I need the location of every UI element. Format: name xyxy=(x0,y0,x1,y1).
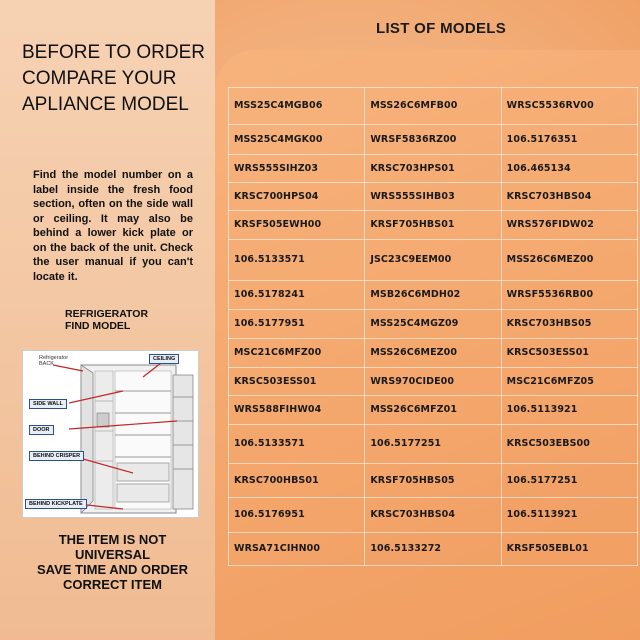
model-cell: 106.5113921 xyxy=(501,498,637,533)
table-row xyxy=(229,211,638,240)
model-cell: KRSC703HBS04 xyxy=(501,183,637,211)
model-cell: WRSF5836RZ00 xyxy=(365,125,501,155)
model-cell: KRSC703HPS01 xyxy=(365,155,501,183)
model-cell: KRSC703HBS05 xyxy=(501,310,637,339)
model-cell: MSS25C4MGB06 xyxy=(229,88,365,125)
model-cell: MSS25C4MGK00 xyxy=(229,125,365,155)
model-cell: KRSC700HBS01 xyxy=(229,464,365,498)
model-cell: MSS26C6MEZ00 xyxy=(365,339,501,368)
model-cell: 106.5176351 xyxy=(501,125,637,155)
refrigerator-diagram xyxy=(22,350,199,518)
find-model-line-2: FIND MODEL xyxy=(65,320,131,332)
table-row xyxy=(229,183,638,211)
model-cell: 106.5133272 xyxy=(365,533,501,566)
model-cell: KRSC703HBS04 xyxy=(365,498,501,533)
table-row xyxy=(229,368,638,396)
model-cell: 106.465134 xyxy=(501,155,637,183)
model-cell: 106.5177251 xyxy=(501,464,637,498)
back-label: Refrigerator BACK xyxy=(39,355,69,367)
model-cell: MSB26C6MDH02 xyxy=(365,281,501,310)
model-cell: KRSC700HPS04 xyxy=(229,183,365,211)
model-cell: KRSC503ESS01 xyxy=(229,368,365,396)
behind-kickplate-tag: BEHIND KICKPLATE xyxy=(25,499,87,509)
headline-line-2: COMPARE YOUR xyxy=(22,68,177,89)
find-model-line-1: REFRIGERATOR xyxy=(65,308,149,320)
model-cell: WRS576FIDW02 xyxy=(501,211,637,240)
model-cell: KRSF505EWH00 xyxy=(229,211,365,240)
model-cell: 106.5133571 xyxy=(229,240,365,281)
table-row xyxy=(229,281,638,310)
model-cell: MSC21C6MFZ00 xyxy=(229,339,365,368)
model-cell: 106.5177251 xyxy=(365,425,501,464)
model-cell: 106.5176951 xyxy=(229,498,365,533)
headline xyxy=(22,40,227,118)
model-cell: KRSF705HBS01 xyxy=(365,211,501,240)
notice-line-4: CORRECT ITEM xyxy=(63,577,162,592)
headline-line-3: APLIANCE MODEL xyxy=(22,94,189,115)
table-row xyxy=(229,396,638,425)
table-row xyxy=(229,533,638,566)
table-row xyxy=(229,125,638,155)
model-cell: MSS26C6MFZ01 xyxy=(365,396,501,425)
model-cell: MSS26C6MEZ00 xyxy=(501,240,637,281)
notice-line-3: SAVE TIME AND ORDER xyxy=(37,562,188,577)
model-cell: WRS555SIHZ03 xyxy=(229,155,365,183)
find-model-caption xyxy=(65,308,148,332)
model-cell: KRSC503EBS00 xyxy=(501,425,637,464)
ceiling-tag: CEILING xyxy=(149,354,179,364)
model-cell: WRSA71CIHN00 xyxy=(229,533,365,566)
notice-line-1: THE ITEM IS NOT xyxy=(58,532,167,547)
notice-line-2: UNIVERSAL xyxy=(74,547,151,562)
model-cell: KRSF705HBS05 xyxy=(365,464,501,498)
table-row xyxy=(229,88,638,125)
table-row xyxy=(229,240,638,281)
table-row xyxy=(229,425,638,464)
table-row xyxy=(229,498,638,533)
door-tag: DOOR xyxy=(29,425,54,435)
model-cell: 106.5177951 xyxy=(229,310,365,339)
model-cell: MSC21C6MFZ05 xyxy=(501,368,637,396)
model-cell: KRSF505EBL01 xyxy=(501,533,637,566)
models-table xyxy=(228,87,638,566)
model-cell: 106.5113921 xyxy=(501,396,637,425)
model-cell: MSS25C4MGZ09 xyxy=(365,310,501,339)
model-cell: 106.5178241 xyxy=(229,281,365,310)
table-row xyxy=(229,339,638,368)
model-cell: WRSC5536RV00 xyxy=(501,88,637,125)
model-cell: MSS26C6MFB00 xyxy=(365,88,501,125)
table-row xyxy=(229,464,638,498)
model-cell: JSC23C9EEM00 xyxy=(365,240,501,281)
side-wall-tag: SIDE WALL xyxy=(29,399,67,409)
model-cell: WRSF5536RB00 xyxy=(501,281,637,310)
table-row xyxy=(229,310,638,339)
model-cell: 106.5133571 xyxy=(229,425,365,464)
model-cell: WRS970CIDE00 xyxy=(365,368,501,396)
model-cell: WRS555SIHB03 xyxy=(365,183,501,211)
list-title: LIST OF MODELS xyxy=(376,20,507,37)
notice-text xyxy=(30,532,195,592)
table-row xyxy=(229,155,638,183)
models-table-body xyxy=(229,88,638,566)
instructions-text: Find the model number on a label inside the fresh food section, often on the side wall or ceiling. It may also be behind a lower kick plate or on the back of the unit. Check the user manual if you can't locate it. xyxy=(33,169,193,283)
model-cell: WRS588FIHW04 xyxy=(229,396,365,425)
model-cell: KRSC503ESS01 xyxy=(501,339,637,368)
headline-line-1: BEFORE TO ORDER xyxy=(22,42,205,63)
behind-crisper-tag: BEHIND CRISPER xyxy=(29,451,84,461)
